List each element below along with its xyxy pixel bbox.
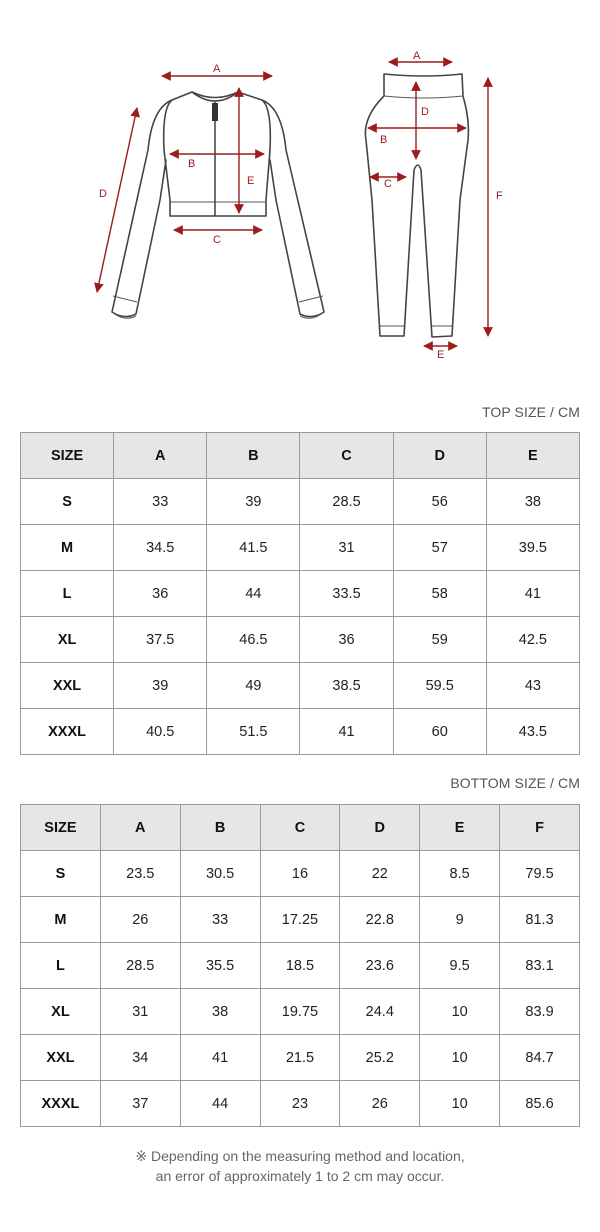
measurement-cell: 58 xyxy=(393,571,486,617)
size-cell: M xyxy=(21,525,114,571)
measurement-cell: 43 xyxy=(486,663,579,709)
column-header: D xyxy=(393,433,486,479)
bottom-label-a: A xyxy=(413,50,421,62)
bottom-measurement-arrows xyxy=(368,62,488,346)
measurement-cell: 46.5 xyxy=(207,617,300,663)
table-row xyxy=(21,989,580,1035)
measurement-cell: 51.5 xyxy=(207,709,300,755)
measurement-cell: 59.5 xyxy=(393,663,486,709)
size-cell: L xyxy=(21,943,101,989)
measurement-cell: 41 xyxy=(300,709,393,755)
size-cell: XXXL xyxy=(21,1081,101,1127)
measurement-cell: 30.5 xyxy=(180,851,260,897)
table-row xyxy=(21,479,580,525)
measurement-cell: 9 xyxy=(420,897,500,943)
size-cell: XL xyxy=(21,989,101,1035)
footnote-line-1: ※ Depending on the measuring method and location, xyxy=(135,1148,465,1164)
measurement-cell: 31 xyxy=(300,525,393,571)
column-header: B xyxy=(207,433,300,479)
measurement-cell: 16 xyxy=(260,851,340,897)
table-row xyxy=(21,851,580,897)
size-cell: S xyxy=(21,479,114,525)
measurement-cell: 28.5 xyxy=(100,943,180,989)
column-header: A xyxy=(100,805,180,851)
measurement-cell: 41.5 xyxy=(207,525,300,571)
measurement-cell: 39 xyxy=(114,663,207,709)
measurement-cell: 81.3 xyxy=(500,897,580,943)
measurement-cell: 39.5 xyxy=(486,525,579,571)
measurement-cell: 83.1 xyxy=(500,943,580,989)
measurement-cell: 41 xyxy=(486,571,579,617)
table-row xyxy=(21,617,580,663)
column-header: D xyxy=(340,805,420,851)
top-label-b: B xyxy=(188,158,196,170)
size-cell: L xyxy=(21,571,114,617)
bottom-label-f: F xyxy=(496,190,503,202)
table-row xyxy=(21,1081,580,1127)
measurement-cell: 23.6 xyxy=(340,943,420,989)
measurement-cell: 18.5 xyxy=(260,943,340,989)
measurement-cell: 59 xyxy=(393,617,486,663)
measurement-cell: 60 xyxy=(393,709,486,755)
measurement-cell: 37.5 xyxy=(114,617,207,663)
size-cell: S xyxy=(21,851,101,897)
measurement-cell: 17.25 xyxy=(260,897,340,943)
column-header: F xyxy=(500,805,580,851)
measurement-cell: 26 xyxy=(340,1081,420,1127)
bottom-garment-illustration xyxy=(365,74,468,337)
measurement-cell: 10 xyxy=(420,989,500,1035)
table-row xyxy=(21,897,580,943)
top-size-table xyxy=(20,432,580,755)
measurement-cell: 26 xyxy=(100,897,180,943)
measurement-cell: 57 xyxy=(393,525,486,571)
measurement-cell: 36 xyxy=(114,571,207,617)
measurement-cell: 33 xyxy=(114,479,207,525)
bottom-label-d: D xyxy=(421,106,429,118)
table-row xyxy=(21,943,580,989)
measurement-cell: 21.5 xyxy=(260,1035,340,1081)
table-row xyxy=(21,525,580,571)
measurement-cell: 49 xyxy=(207,663,300,709)
table-row xyxy=(21,663,580,709)
measurement-cell: 33 xyxy=(180,897,260,943)
column-header: SIZE xyxy=(21,805,101,851)
measurement-cell: 31 xyxy=(100,989,180,1035)
measurement-cell: 33.5 xyxy=(300,571,393,617)
measurement-cell: 9.5 xyxy=(420,943,500,989)
measurement-cell: 24.4 xyxy=(340,989,420,1035)
size-cell: XL xyxy=(21,617,114,663)
top-label-c: C xyxy=(213,234,221,246)
measurement-cell: 22.8 xyxy=(340,897,420,943)
size-cell: XXL xyxy=(21,663,114,709)
top-size-caption: TOP SIZE / CM xyxy=(481,404,580,420)
footnote-line-2: an error of approximately 1 to 2 cm may occur. xyxy=(155,1168,445,1184)
measurement-cell: 10 xyxy=(420,1081,500,1127)
measurement-cell: 38 xyxy=(486,479,579,525)
table-row xyxy=(21,571,580,617)
measurement-cell: 83.9 xyxy=(500,989,580,1035)
bottom-size-table xyxy=(20,804,580,1127)
column-header: E xyxy=(420,805,500,851)
measurement-footnote xyxy=(0,1146,600,1186)
column-header: A xyxy=(114,433,207,479)
measurement-cell: 39 xyxy=(207,479,300,525)
measurement-cell: 43.5 xyxy=(486,709,579,755)
measurement-cell: 8.5 xyxy=(420,851,500,897)
bottom-size-caption: BOTTOM SIZE / CM xyxy=(450,775,580,791)
measurement-cell: 34.5 xyxy=(114,525,207,571)
table-row xyxy=(21,709,580,755)
column-header: SIZE xyxy=(21,433,114,479)
measurement-cell: 23.5 xyxy=(100,851,180,897)
table-row xyxy=(21,1035,580,1081)
column-header: C xyxy=(260,805,340,851)
measurement-cell: 36 xyxy=(300,617,393,663)
table-header-row xyxy=(21,433,580,479)
measurement-cell: 44 xyxy=(180,1081,260,1127)
top-label-d: D xyxy=(99,188,107,200)
size-cell: XXXL xyxy=(21,709,114,755)
measurement-cell: 38.5 xyxy=(300,663,393,709)
column-header: E xyxy=(486,433,579,479)
measurement-cell: 10 xyxy=(420,1035,500,1081)
measurement-cell: 35.5 xyxy=(180,943,260,989)
top-label-a: A xyxy=(213,63,221,75)
column-header: C xyxy=(300,433,393,479)
measurement-cell: 42.5 xyxy=(486,617,579,663)
measurement-cell: 19.75 xyxy=(260,989,340,1035)
measurement-cell: 34 xyxy=(100,1035,180,1081)
measurement-cell: 28.5 xyxy=(300,479,393,525)
column-header: B xyxy=(180,805,260,851)
measurement-cell: 22 xyxy=(340,851,420,897)
measurement-diagram xyxy=(0,0,600,380)
measurement-cell: 85.6 xyxy=(500,1081,580,1127)
measurement-cell: 56 xyxy=(393,479,486,525)
measurement-cell: 38 xyxy=(180,989,260,1035)
measurement-cell: 25.2 xyxy=(340,1035,420,1081)
size-cell: XXL xyxy=(21,1035,101,1081)
measurement-cell: 79.5 xyxy=(500,851,580,897)
measurement-cell: 44 xyxy=(207,571,300,617)
bottom-label-c: C xyxy=(384,178,392,190)
measurement-cell: 40.5 xyxy=(114,709,207,755)
top-garment-illustration xyxy=(112,92,324,318)
measurement-cell: 84.7 xyxy=(500,1035,580,1081)
measurement-cell: 23 xyxy=(260,1081,340,1127)
measurement-cell: 41 xyxy=(180,1035,260,1081)
table-header-row xyxy=(21,805,580,851)
bottom-label-e: E xyxy=(437,349,445,361)
size-cell: M xyxy=(21,897,101,943)
measurement-cell: 37 xyxy=(100,1081,180,1127)
bottom-label-b: B xyxy=(380,134,388,146)
top-label-e: E xyxy=(247,175,255,187)
